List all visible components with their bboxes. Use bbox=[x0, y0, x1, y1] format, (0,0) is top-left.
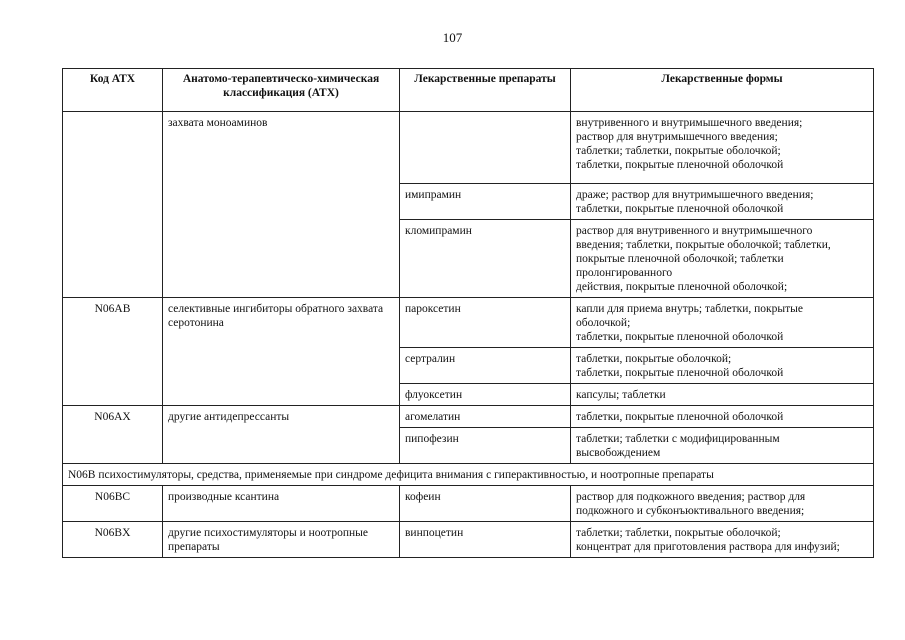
forms-cell: раствор для внутривенного и внутримышечного введения; таблетки, покрытые оболочкой; таблетки, покрытые пленочной оболочкой; таблетки пролонгированного действия, покрытые пленочной оболочкой; bbox=[571, 220, 874, 298]
classification-cell: селективные ингибиторы обратного захвата серотонина bbox=[163, 298, 400, 406]
classification-cell: производные ксантина bbox=[163, 486, 400, 522]
drug-cell: кломипрамин bbox=[400, 220, 571, 298]
section-row bbox=[63, 464, 874, 486]
table-row bbox=[63, 522, 874, 558]
table-row bbox=[63, 112, 874, 184]
drug-cell: кофеин bbox=[400, 486, 571, 522]
forms-cell: таблетки, покрытые оболочкой; таблетки, покрытые пленочной оболочкой bbox=[571, 348, 874, 384]
table-header-row bbox=[63, 69, 874, 112]
drug-cell: сертралин bbox=[400, 348, 571, 384]
table-row bbox=[63, 298, 874, 348]
forms-cell: драже; раствор для внутримышечного введения; таблетки, покрытые пленочной оболочкой bbox=[571, 184, 874, 220]
atx-table bbox=[62, 68, 874, 558]
table-row bbox=[63, 486, 874, 522]
drug-cell: флуоксетин bbox=[400, 384, 571, 406]
drug-cell: пипофезин bbox=[400, 428, 571, 464]
atx-code-cell bbox=[63, 112, 163, 298]
drug-cell: винпоцетин bbox=[400, 522, 571, 558]
drug-cell: имипрамин bbox=[400, 184, 571, 220]
forms-cell: капли для приема внутрь; таблетки, покрытые оболочкой; таблетки, покрытые пленочной оболочкой bbox=[571, 298, 874, 348]
forms-cell: таблетки; таблетки с модифицированным высвобождением bbox=[571, 428, 874, 464]
page-number: 107 bbox=[442, 30, 463, 45]
header-code: Код АТХ bbox=[63, 69, 163, 112]
drug-cell bbox=[400, 112, 571, 184]
drug-cell: пароксетин bbox=[400, 298, 571, 348]
forms-cell: капсулы; таблетки bbox=[571, 384, 874, 406]
header-classification: Анатомо-терапевтическо-химическая классификация (АТХ) bbox=[163, 69, 400, 112]
atx-code-cell: N06BX bbox=[63, 522, 163, 558]
forms-cell: раствор для подкожного введения; раствор для подкожного и субконъюктивального введения; bbox=[571, 486, 874, 522]
classification-cell: другие психостимуляторы и ноотропные препараты bbox=[163, 522, 400, 558]
classification-cell: захвата моноаминов bbox=[163, 112, 400, 298]
atx-code-cell: N06AB bbox=[63, 298, 163, 406]
table-row bbox=[63, 406, 874, 428]
forms-cell: таблетки; таблетки, покрытые оболочкой; концентрат для приготовления раствора для инфузий; bbox=[571, 522, 874, 558]
atx-code-cell: N06AX bbox=[63, 406, 163, 464]
header-drugs: Лекарственные препараты bbox=[400, 69, 571, 112]
atx-code-cell: N06BC bbox=[63, 486, 163, 522]
forms-cell: внутривенного и внутримышечного введения; раствор для внутримышечного введения; таблетки; таблетки, покрытые оболочкой; таблетки, покрытые пленочной оболочкой bbox=[571, 112, 874, 184]
section-heading: N06B психостимуляторы, средства, применяемые при синдроме дефицита внимания с гиперактивностью, и ноотропные препараты bbox=[63, 464, 874, 486]
classification-cell: другие антидепрессанты bbox=[163, 406, 400, 464]
header-forms: Лекарственные формы bbox=[571, 69, 874, 112]
forms-cell: таблетки, покрытые пленочной оболочкой bbox=[571, 406, 874, 428]
drug-cell: агомелатин bbox=[400, 406, 571, 428]
